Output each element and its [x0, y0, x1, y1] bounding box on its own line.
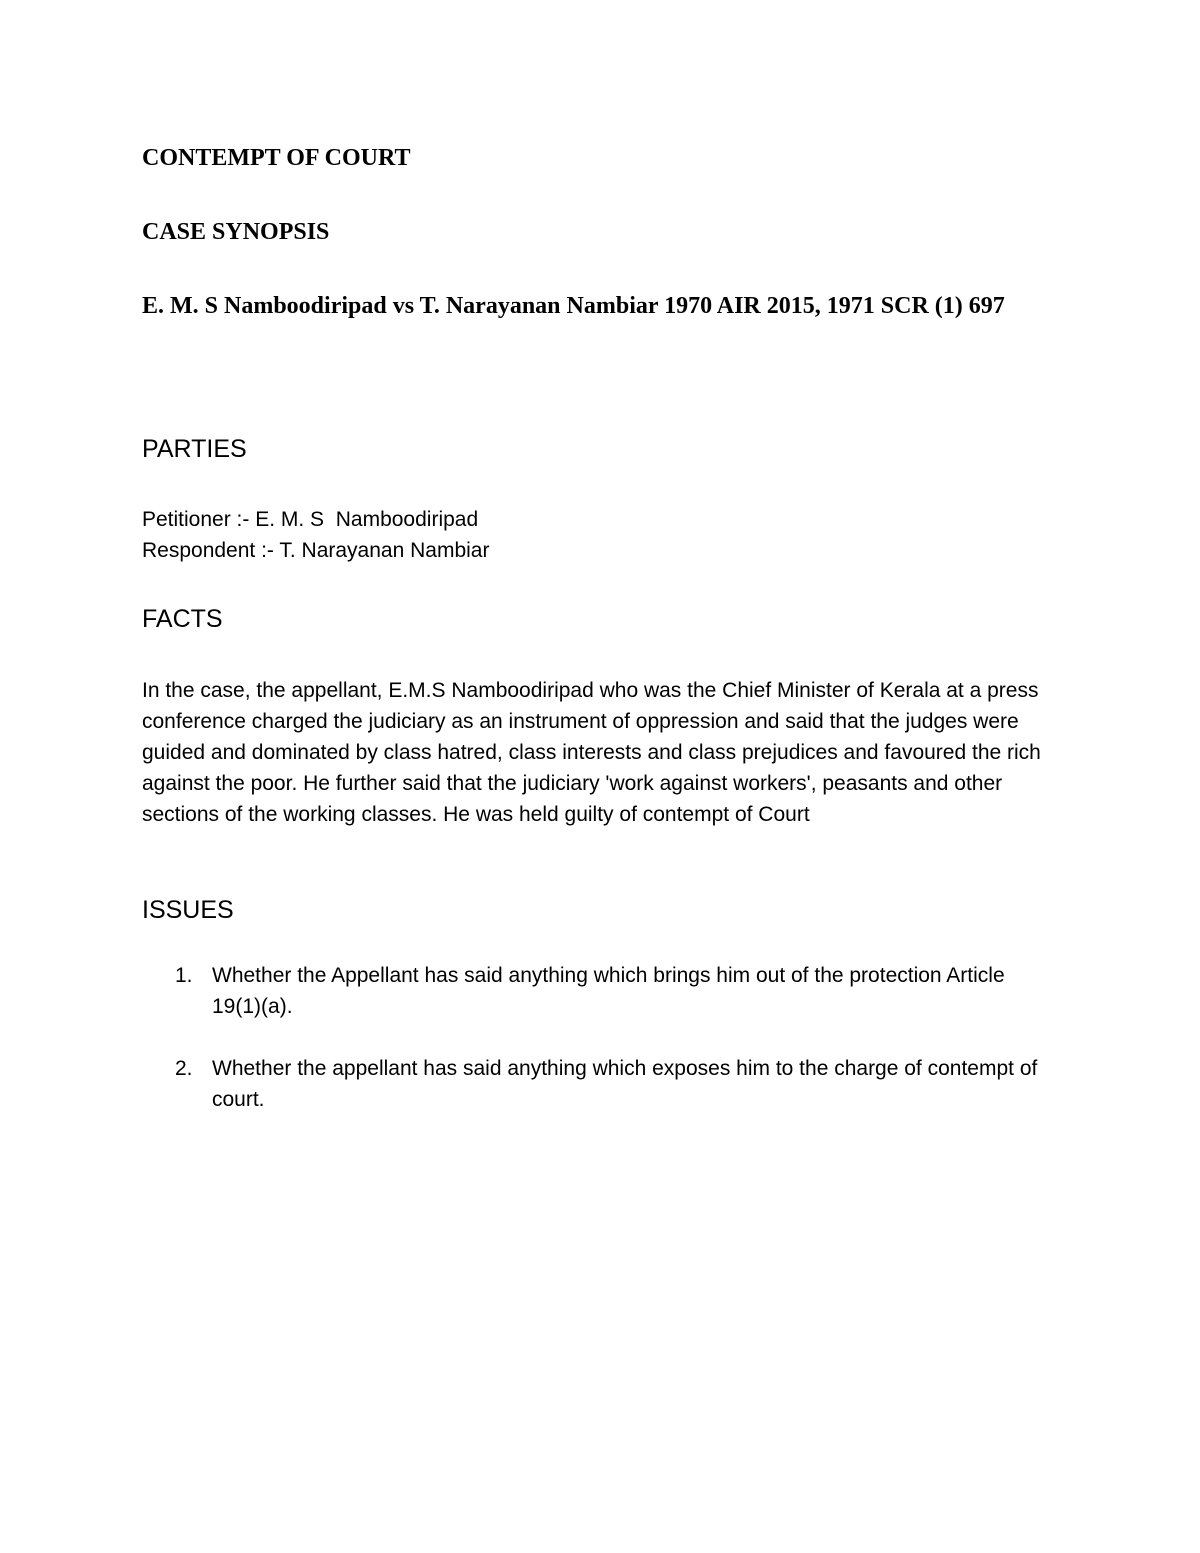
- issues-list: [142, 960, 1042, 1146]
- petitioner-line: Petitioner :- E. M. S Namboodiripad: [142, 508, 479, 531]
- issues-heading: ISSUES: [142, 896, 234, 924]
- issue-item: [142, 1053, 1042, 1115]
- issue-item: [142, 960, 1042, 1022]
- document-title: CONTEMPT OF COURT: [142, 145, 411, 171]
- respondent-line: Respondent :- T. Narayanan Nambiar: [142, 539, 490, 562]
- issue-text: Whether the Appellant has said anything which brings him out of the protection Article 19(1)(a).: [212, 964, 1005, 1018]
- parties-heading: PARTIES: [142, 435, 247, 463]
- case-citation: E. M. S Namboodiripad vs T. Narayanan Nambiar 1970 AIR 2015, 1971 SCR (1) 697: [142, 293, 1005, 319]
- facts-paragraph: In the case, the appellant, E.M.S Namboodiripad who was the Chief Minister of Kerala at a press conference charged the judiciary as an instrument of oppression and said that the judges were guided and dominated by class hatred, class interests and class prejudices and favoured the rich against the poor. He further said that the judiciary 'work against workers', peasants and other sections of the working classes. He was held guilty of contempt of Court: [142, 679, 1041, 826]
- parties-block: [142, 504, 489, 566]
- document-subtitle: CASE SYNOPSIS: [142, 219, 330, 245]
- issue-text: Whether the appellant has said anything which exposes him to the charge of contempt of court.: [212, 1057, 1038, 1111]
- facts-heading: FACTS: [142, 605, 223, 633]
- issue-number: 2.: [175, 1057, 193, 1080]
- issue-number: 1.: [175, 964, 193, 987]
